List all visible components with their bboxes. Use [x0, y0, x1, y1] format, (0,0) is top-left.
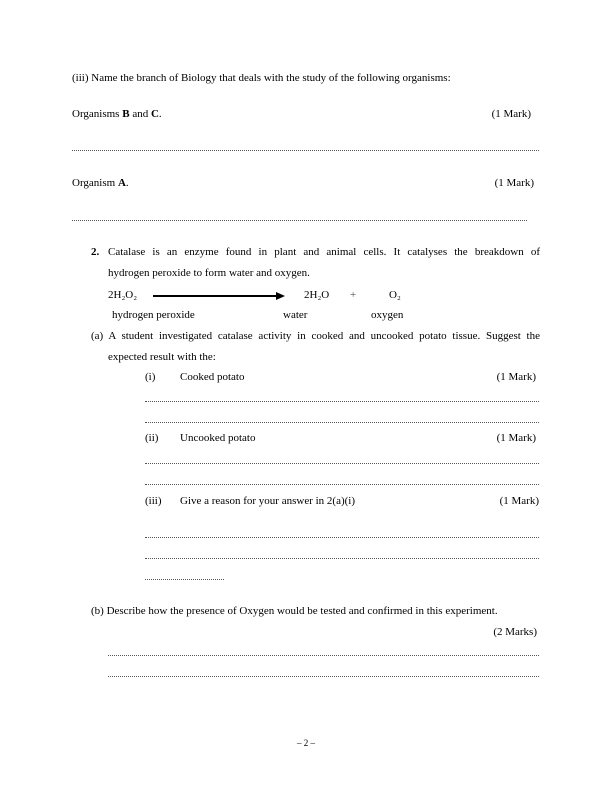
equation-reactant-name: hydrogen peroxide — [112, 309, 195, 321]
q1-part3-prompt: (iii) Name the branch of Biology that deals with the study of the following organisms: — [72, 72, 451, 84]
q2a-item-i-marks: (1 Mark) — [496, 371, 536, 383]
equation-product-water-name: water — [283, 309, 308, 321]
equation-product-water: 2H₂O — [304, 289, 330, 301]
reaction-arrow — [153, 295, 278, 297]
q1-organism-a-label: Organism A. — [72, 177, 129, 189]
equation-product-oxygen: O₂ — [389, 289, 401, 301]
equation-reactant: 2H₂O₂ — [108, 289, 138, 301]
q2a-item-ii-num: (ii) — [145, 432, 159, 444]
answer-line[interactable] — [145, 579, 224, 580]
q2a-item-ii-marks: (1 Mark) — [496, 432, 536, 444]
reaction-arrowhead — [276, 292, 285, 300]
answer-line[interactable] — [145, 401, 539, 402]
answer-line[interactable] — [145, 484, 539, 485]
q1-a-marks: (1 Mark) — [494, 177, 534, 189]
q1-organisms-bc-label: Organisms B and C. — [72, 108, 162, 120]
answer-line[interactable] — [108, 676, 539, 677]
q2a-item-iii-text: Give a reason for your answer in 2(a)(i) — [180, 495, 356, 507]
q2-number: 2. — [91, 246, 100, 258]
q2a-item-i-text: Cooked potato — [180, 371, 245, 383]
q2a-prompt-line2: expected result with the: — [108, 351, 216, 363]
q1-bc-marks: (1 Mark) — [491, 108, 531, 120]
answer-line[interactable] — [145, 422, 539, 423]
answer-line[interactable] — [72, 220, 527, 221]
q2-intro-line2: hydrogen peroxide to form water and oxygen. — [108, 267, 310, 279]
q2a-item-iii-marks: (1 Mark) — [499, 495, 539, 507]
q2b-prompt: (b) Describe how the presence of Oxygen would be tested and confirmed in this experiment. — [91, 605, 498, 617]
q2a-item-i-num: (i) — [145, 371, 156, 383]
answer-line[interactable] — [145, 463, 539, 464]
equation-plus: + — [350, 289, 357, 301]
q2-intro-line1: Catalase is an enzyme found in plant and animal cells. It catalyses the breakdown of — [108, 246, 540, 258]
q2a-item-ii-text: Uncooked potato — [180, 432, 256, 444]
q2a-prompt-line1: (a) A student investigated catalase activity in cooked and uncooked potato tissue. Suggest the — [91, 330, 540, 342]
answer-line[interactable] — [108, 655, 539, 656]
page-number: – 2 – — [297, 738, 315, 748]
answer-line[interactable] — [145, 558, 539, 559]
answer-line[interactable] — [72, 150, 539, 151]
equation-product-oxygen-name: oxygen — [371, 309, 404, 321]
answer-line[interactable] — [145, 537, 539, 538]
q2a-item-iii-num: (iii) — [145, 495, 162, 507]
q2b-marks: (2 Marks) — [493, 626, 537, 638]
